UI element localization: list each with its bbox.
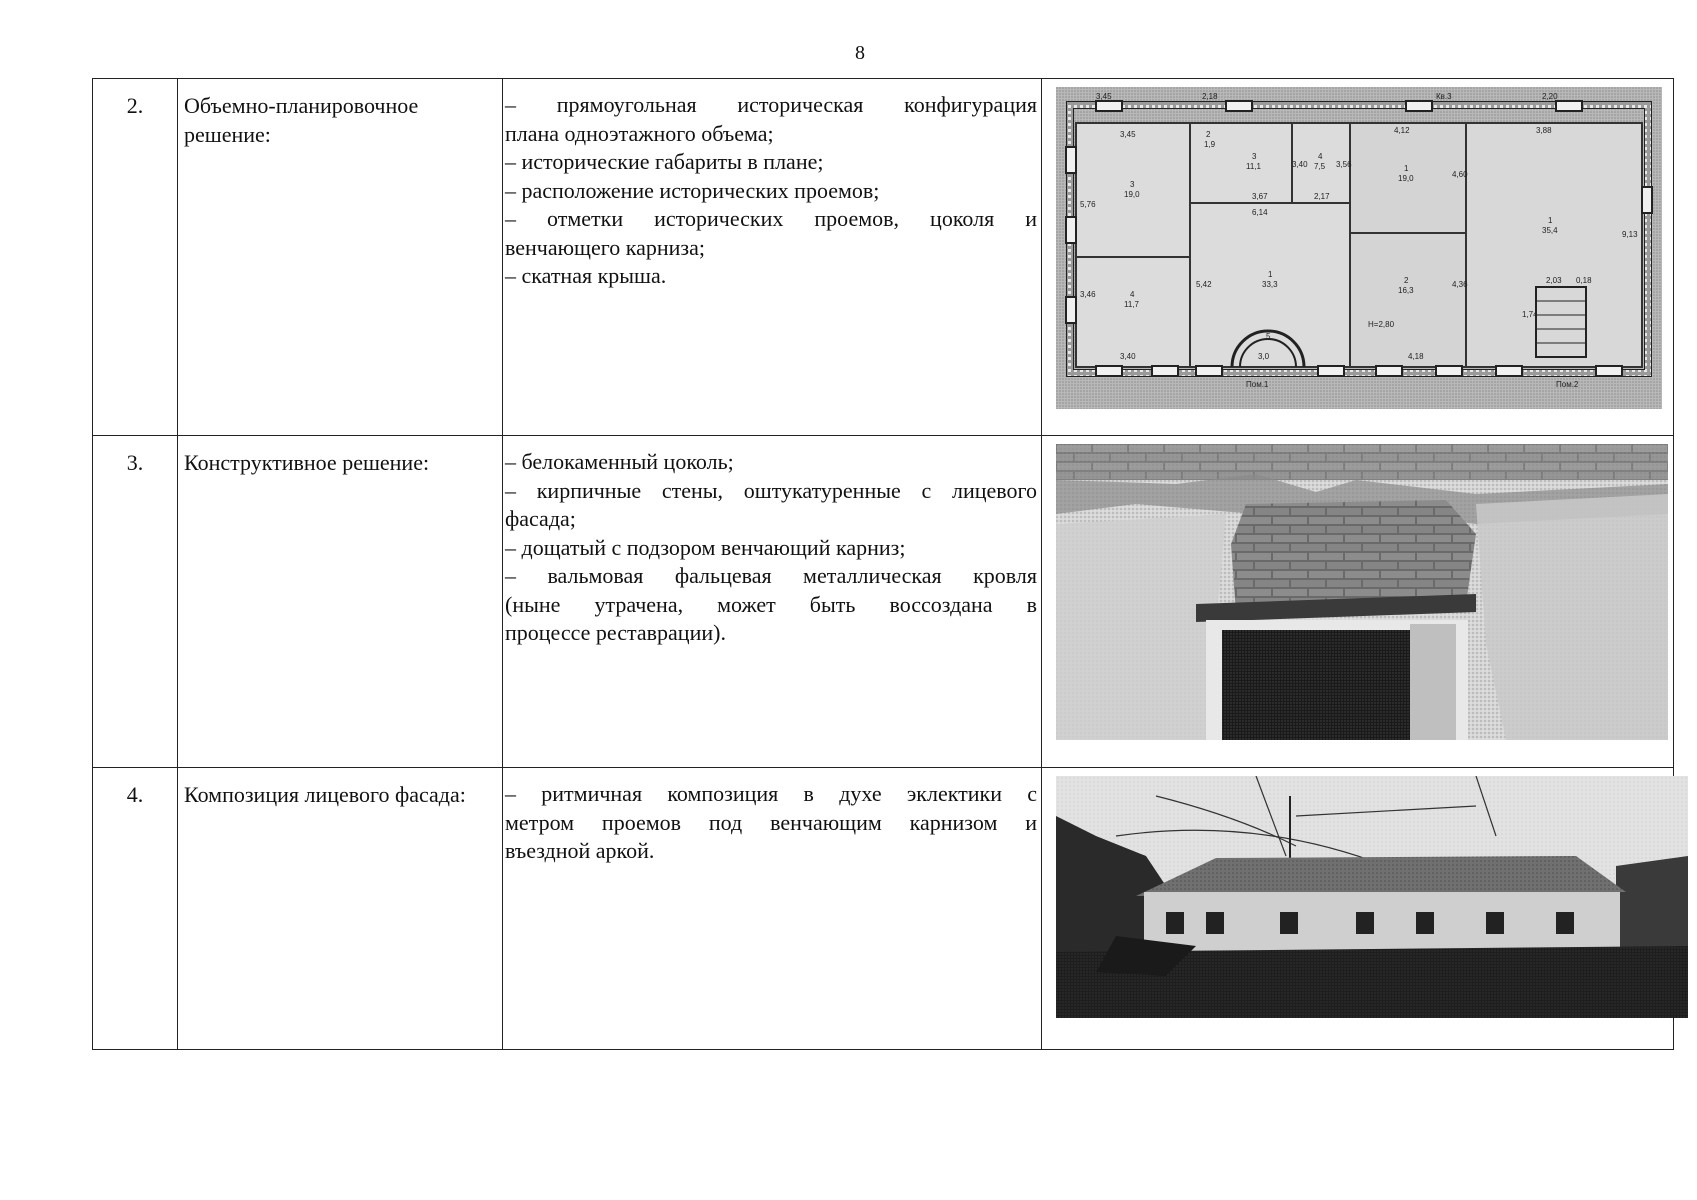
description-line: – дощатый с подзором венчающий карниз;	[505, 534, 906, 560]
plan-label: 2,20	[1542, 92, 1558, 101]
plan-dim: 3,45	[1120, 130, 1136, 139]
row-title-text: Композиция лицевого фасада:	[184, 782, 466, 807]
plan-dim: 6,14	[1252, 208, 1268, 217]
room-area: 11,1	[1246, 162, 1261, 171]
facade-photo	[1056, 776, 1663, 1041]
room-number: 1	[1548, 216, 1553, 225]
description-line: – прямоугольная историческая конфигурация	[505, 92, 1037, 117]
plan-dim: 3,67	[1252, 192, 1268, 201]
plan-dim: 3,0	[1258, 352, 1270, 361]
floor-plan-drawing	[1056, 87, 1662, 409]
room-area: 1,9	[1204, 140, 1216, 149]
row-title-text: Объемно-планировочное решение:	[184, 93, 419, 147]
brick-wall-photo	[1056, 444, 1663, 759]
description-line: – скатная крыша.	[505, 263, 667, 288]
description-line: фасада;	[505, 506, 576, 531]
description-line: – белокаменный цоколь;	[505, 449, 734, 474]
plan-dim: 5,76	[1080, 200, 1096, 209]
row-number: 4.	[93, 768, 178, 1050]
room-number: 3	[1130, 180, 1135, 189]
row-title	[178, 436, 503, 768]
plan-height: H=2,80	[1368, 320, 1395, 329]
plan-dim: 3,46	[1080, 290, 1096, 299]
room-number: 3	[1252, 152, 1257, 161]
row-title-text: Конструктивное решение:	[184, 450, 430, 475]
description-line: плана одноэтажного объема;	[505, 120, 774, 146]
table-row	[93, 79, 1674, 436]
room-area: 11,7	[1124, 300, 1139, 309]
room-number: 2	[1404, 276, 1409, 285]
page-number: 8	[855, 42, 865, 64]
description-line: процессе реставрации).	[505, 620, 726, 645]
plan-dim: 2,03	[1546, 276, 1562, 285]
description-line: – расположение исторических проемов;	[505, 177, 880, 203]
plan-dim: 3,40	[1120, 352, 1136, 361]
image-cell	[1042, 79, 1674, 436]
room-area: 7,5	[1314, 162, 1326, 171]
description-line: – вальмовая фальцевая металлическая кровля	[505, 563, 1037, 588]
room-number: 1	[1404, 164, 1409, 173]
description-line: (ныне утрачена, может быть воссоздана в	[505, 591, 1037, 617]
plan-dim: 3,56	[1336, 160, 1352, 169]
room-number: 4	[1130, 290, 1135, 299]
plan-dim: 4,60	[1452, 170, 1468, 179]
plan-label: 2,18	[1202, 92, 1218, 101]
row-number: 2.	[93, 79, 178, 436]
row-description	[503, 436, 1042, 768]
plan-bottom-label: Пом.2	[1556, 380, 1579, 389]
plan-dim: 4,18	[1408, 352, 1424, 361]
description-line: – отметки исторических проемов, цоколя и	[505, 206, 1037, 231]
plan-dim: 4,36	[1452, 280, 1468, 289]
description-line: – кирпичные стены, оштукатуренные с лицевого	[505, 477, 1037, 503]
room-number: 4	[1318, 152, 1323, 161]
description-line: метром проемов под венчающим карнизом и	[505, 809, 1037, 835]
facade-drawing	[1056, 776, 1688, 1018]
plan-label: Кв.3	[1436, 92, 1452, 101]
brick-wall-drawing	[1056, 444, 1668, 740]
description-line: – ритмичная композиция в духе эклектики с	[505, 781, 1037, 806]
features-table	[92, 78, 1674, 1050]
floor-plan-image	[1056, 87, 1663, 427]
plan-dim: 4,12	[1394, 126, 1410, 135]
row-description	[503, 768, 1042, 1050]
row-title	[178, 768, 503, 1050]
room-number: 5	[1266, 332, 1271, 341]
plan-dim: 0,18	[1576, 276, 1592, 285]
plan-dim: 1,74	[1522, 310, 1538, 319]
plan-dim: 9,13	[1622, 230, 1638, 239]
room-area: 35,4	[1542, 226, 1558, 235]
table-row	[93, 768, 1674, 1050]
description-line: въездной аркой.	[505, 838, 655, 863]
row-description	[503, 79, 1042, 436]
room-area: 19,0	[1398, 174, 1414, 183]
row-number: 3.	[93, 436, 178, 768]
room-number: 2	[1206, 130, 1211, 139]
image-cell	[1042, 436, 1674, 768]
plan-label: 3,45	[1096, 92, 1112, 101]
description-line: венчающего карниза;	[505, 234, 705, 260]
image-cell	[1042, 768, 1674, 1050]
room-number: 1	[1268, 270, 1273, 279]
plan-bottom-label: Пом.1	[1246, 380, 1269, 389]
plan-dim: 3,40	[1292, 160, 1308, 169]
room-area: 16,3	[1398, 286, 1414, 295]
room-area: 33,3	[1262, 280, 1278, 289]
row-title	[178, 79, 503, 436]
plan-dim: 2,17	[1314, 192, 1330, 201]
room-area: 19,0	[1124, 190, 1140, 199]
table-row	[93, 436, 1674, 768]
plan-dim: 5,42	[1196, 280, 1212, 289]
plan-dim: 3,88	[1536, 126, 1552, 135]
description-line: – исторические габариты в плане;	[505, 149, 824, 174]
